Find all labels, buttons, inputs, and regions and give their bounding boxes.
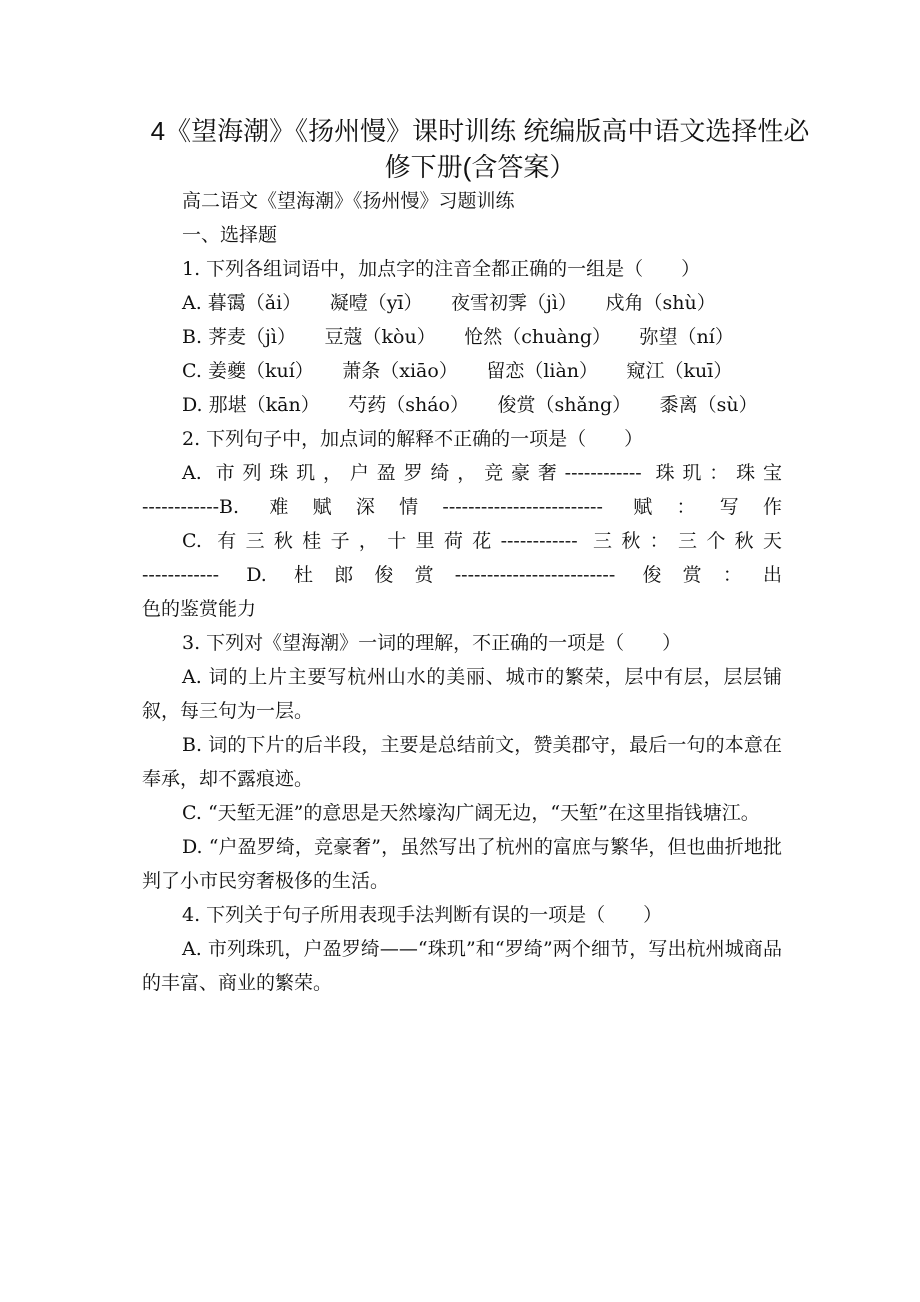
- question-1-option-a: A. 暮霭（ǎi） 凝噎（yī） 夜雪初霁（jì） 戍角（shù）: [182, 292, 716, 314]
- question-2-line-1: A. 市列珠玑，户盈罗绮，竞豪奢------------ 珠玑：珠宝: [182, 462, 782, 484]
- question-2-stem: 2. 下列句子中，加点词的解释不正确的一项是（ ）: [182, 428, 644, 450]
- question-1-option-b: B. 荠麦（jì） 豆蔻（kòu） 怆然（chuàng） 弥望（ní）: [182, 326, 734, 348]
- question-2-line-5: 色的鉴赏能力: [142, 598, 257, 620]
- question-2-line-2: ------------B. 难赋深情------------------------- 赋：写作: [142, 496, 782, 518]
- document-body: [142, 184, 782, 1000]
- question-1-option-d: D. 那堪（kān） 芍药（sháo） 俊赏（shǎng） 黍离（sù）: [182, 394, 758, 416]
- question-3-option-c: C. “天堑无涯”的意思是天然壕沟广阔无边，“天堑”在这里指钱塘江。: [182, 802, 760, 824]
- subtitle: 高二语文《望海潮》《扬州慢》习题训练: [182, 190, 515, 212]
- question-1-option-c: C. 姜夔（kuí） 萧条（xiāo） 留恋（liàn） 窥江（kuī）: [182, 360, 733, 382]
- section-heading: 一、选择题: [182, 224, 278, 246]
- question-3-option-b: B. 词的下片的后半段，主要是总结前文，赞美郡守，最后一句的本意在奉承，却不露痕迹。: [142, 734, 782, 790]
- document-title: 4《望海潮》《扬州慢》课时训练 统编版高中语文选择性必修下册(含答案）: [150, 116, 810, 182]
- question-4-stem: 4. 下列关于句子所用表现手法判断有误的一项是（ ）: [182, 904, 663, 926]
- question-2-line-3: C. 有三秋桂子，十里荷花------------ 三秋：三个秋天: [182, 530, 782, 552]
- question-3-stem: 3. 下列对《望海潮》一词的理解，不正确的一项是（ ）: [182, 632, 682, 654]
- question-1-stem: 1. 下列各组词语中，加点字的注音全都正确的一组是（ ）: [182, 258, 701, 280]
- question-3-option-d: D. “户盈罗绮，竞豪奢”，虽然写出了杭州的富庶与繁华，但也曲折地批判了小市民穷奢极侈的生活。: [142, 836, 782, 892]
- question-3-option-a: A. 词的上片主要写杭州山水的美丽、城市的繁荣，层中有层，层层铺叙，每三句为一层。: [142, 666, 782, 722]
- question-2-line-4: ------------ D. 杜郎俊赏------------------------- 俊赏：出: [142, 564, 782, 586]
- question-4-option-a: A. 市列珠玑，户盈罗绮——“珠玑”和“罗绮”两个细节，写出杭州城商品的丰富、商业的繁荣。: [142, 938, 782, 994]
